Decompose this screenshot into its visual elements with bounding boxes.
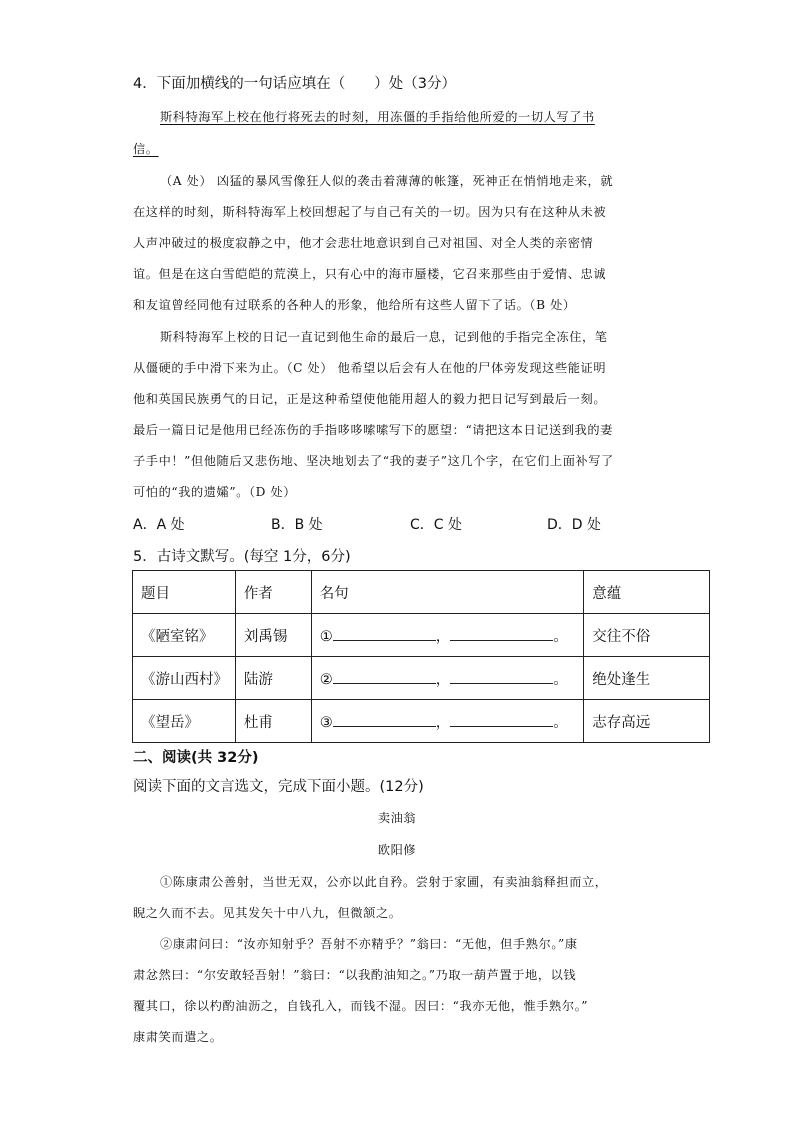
header-author: 作者	[235, 571, 311, 614]
meaning-cell: 绝处逢生	[584, 657, 710, 700]
q4-paragraph-1-line: （A 处） 凶猛的暴风雪像狂人似的袭击着薄薄的帐篷，死神正在悄悄地走来，就	[160, 174, 614, 188]
period: 。	[553, 714, 568, 731]
question-4-title: 4．下面加横线的一句话应填在（ ）处（3分）	[133, 76, 456, 92]
comma: ，	[435, 628, 451, 645]
q4-paragraph-2-line: 从僵硬的手中滑下来为止。（C 处） 他希望以后会有人在他的尸体旁发现这些能证明	[133, 361, 607, 375]
passage-paragraph-1-line: 睨之久而不去。见其发矢十中八九，但微颔之。	[133, 906, 402, 920]
q4-paragraph-1-line: 谊。但是在这白雪皑皑的荒漠上，只有心中的海市蜃楼，它召来那些由于爱情、忠诚	[133, 267, 607, 281]
author-cell: 杜甫	[235, 700, 311, 743]
author-cell: 刘禹锡	[235, 614, 311, 657]
answer-blank[interactable]	[450, 669, 553, 684]
header-meaning: 意蕴	[584, 571, 710, 614]
passage-paragraph-2-line: 肃忿然曰：“尔安敢轻吾射！”翁曰：“以我酌油知之。”乃取一葫芦置于地，以钱	[133, 968, 577, 982]
table-row	[133, 657, 710, 700]
passage-title: 卖油翁	[377, 811, 417, 825]
meaning-cell: 交往不俗	[584, 614, 710, 657]
table-row	[133, 614, 710, 657]
answer-cell	[311, 700, 584, 743]
answer-cell	[311, 614, 584, 657]
comma: ，	[435, 671, 451, 688]
q4-paragraph-2-line: 可怕的“我的遗孀”。（D 处）	[133, 485, 297, 499]
option-b[interactable]: B．B 处	[271, 517, 323, 533]
q4-paragraph-1-line: 在这样的时刻，斯科特海军上校回想起了与自己有关的一切。因为只有在这种从未被	[133, 205, 607, 219]
header-line: 名句	[311, 571, 584, 614]
q4-paragraph-2-line: 他和英国民族勇气的日记，正是这种希望使他能用超人的毅力把日记写到最后一刻。	[133, 392, 607, 406]
reading-instruction: 阅读下面的文言选文，完成下面小题。(12分)	[133, 779, 424, 795]
question-5-title: 5．古诗文默写。(每空 1分，6分)	[133, 549, 351, 565]
poem-title-cell: 《陋室铭》	[133, 614, 236, 657]
answer-blank[interactable]	[450, 626, 553, 641]
q4-paragraph-2-line: 最后一篇日记是他用已经冻伤的手指哆哆嗦嗦写下的愿望：“请把这本日记送到我的妻	[133, 423, 613, 437]
poem-title-cell: 《望岳》	[133, 700, 236, 743]
option-c[interactable]: C．C 处	[410, 517, 463, 533]
answer-blank[interactable]	[333, 669, 436, 684]
passage-paragraph-2-line: ②康肃问曰：“汝亦知射乎？吾射不亦精乎？”翁曰：“无他，但手熟尔。”康	[160, 937, 578, 951]
blank-number: ③	[319, 714, 333, 731]
q4-paragraph-1-line: 人声冲破过的极度寂静之中，他才会悲壮地意识到自己对祖国、对全人类的亲密情	[133, 236, 594, 250]
answer-blank[interactable]	[333, 626, 436, 641]
answer-blank[interactable]	[450, 712, 553, 727]
section-2-heading: 二、阅读(共 32分)	[133, 750, 259, 766]
passage-paragraph-1-line: ①陈康肃公善射，当世无双，公亦以此自矜。尝射于家圃，有卖油翁释担而立，	[160, 875, 608, 889]
underlined-sentence-line-1: 斯科特海军上校在他行将死去的时刻，用冻僵的手指给他所爱的一切人写了书	[160, 110, 595, 124]
table-row	[133, 700, 710, 743]
period: 。	[553, 671, 568, 688]
q4-paragraph-1-line: 和友谊曾经同他有过联系的各种人的形象，他给所有这些人留下了话。（B 处）	[133, 298, 576, 312]
meaning-cell: 志存高远	[584, 700, 710, 743]
passage-author: 欧阳修	[377, 843, 417, 857]
period: 。	[553, 628, 568, 645]
option-a[interactable]: A．A 处	[133, 517, 185, 533]
q4-paragraph-2-line: 斯科特海军上校的日记一直记到他生命的最后一息，记到他的手指完全冻住，笔	[160, 330, 608, 344]
answer-cell	[311, 657, 584, 700]
poem-title-cell: 《游山西村》	[133, 657, 236, 700]
passage-paragraph-2-line: 覆其口，徐以杓酌油沥之，自钱孔入，而钱不湿。因曰：“我亦无他，惟手熟尔。”	[133, 999, 589, 1013]
comma: ，	[435, 714, 451, 731]
passage-paragraph-2-line: 康肃笑而遣之。	[133, 1030, 223, 1044]
option-d[interactable]: D．D 处	[547, 517, 602, 533]
poem-dictation-table	[132, 570, 710, 743]
blank-number: ②	[319, 671, 333, 688]
blank-number: ①	[319, 628, 333, 645]
underlined-sentence-line-2: 信。	[133, 142, 159, 156]
header-title: 题目	[133, 571, 236, 614]
table-header-row	[133, 571, 710, 614]
answer-blank[interactable]	[333, 712, 436, 727]
author-cell: 陆游	[235, 657, 311, 700]
q4-paragraph-2-line: 子手中！”但他随后又悲伤地、坚决地划去了“我的妻子”这几个字，在它们上面补写了	[133, 454, 614, 468]
